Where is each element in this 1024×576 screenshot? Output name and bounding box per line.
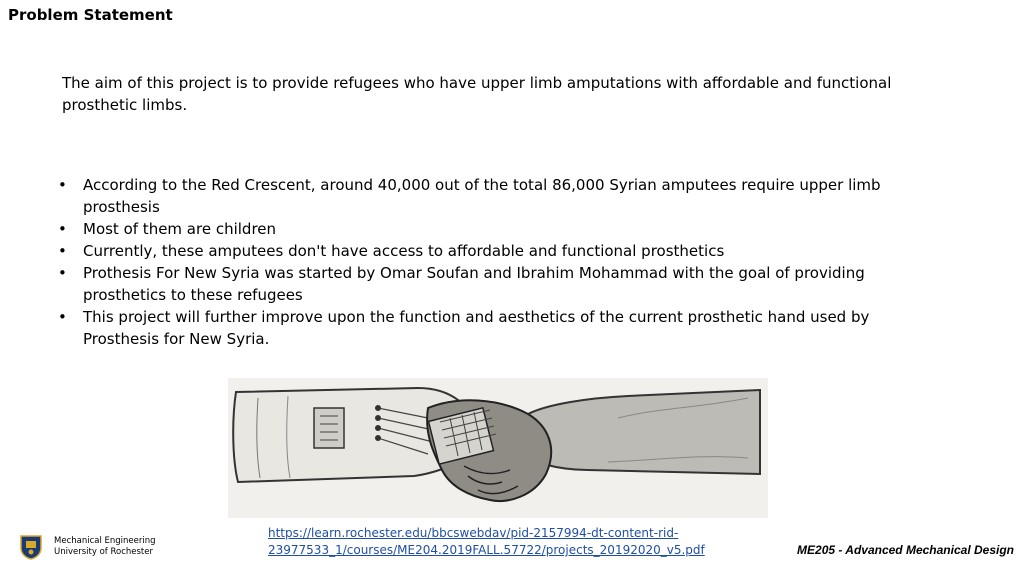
bullet-item: • This project will further improve upon the function and aesthetics of the current prosthetic hand used by Prosthesis for New Syria. xyxy=(56,306,936,350)
aim-statement: The aim of this project is to provide refugees who have upper limb amputations with affordable and functional prosthetic limbs. xyxy=(62,74,892,114)
bullet-item: • According to the Red Crescent, around 40,000 out of the total 86,000 Syrian amputees require upper limb prosthesis xyxy=(56,174,936,218)
course-title: ME205 - Advanced Mechanical Design xyxy=(797,543,1014,557)
bullet-list xyxy=(56,174,936,350)
bullet-item: • Currently, these amputees don't have access to affordable and functional prosthetics xyxy=(56,240,936,262)
university-crest-icon xyxy=(18,534,44,560)
bullet-item: • Prothesis For New Syria was started by Omar Soufan and Ibrahim Mohammad with the goal of providing prosthetics to these refugees xyxy=(56,262,936,306)
source-link[interactable]: https://learn.rochester.edu/bbcswebdav/pid-2157994-dt-content-rid-23977533_1/courses/ME204.2019FALL.57722/projects_20192020_v5.pdf xyxy=(268,526,705,557)
department-label xyxy=(54,536,156,558)
handshake-illustration xyxy=(228,378,768,518)
university-name: University of Rochester xyxy=(54,547,153,557)
slide-title: Problem Statement xyxy=(8,6,173,24)
bullet-item: • Most of them are children xyxy=(56,218,936,240)
department-name: Mechanical Engineering xyxy=(54,536,156,546)
